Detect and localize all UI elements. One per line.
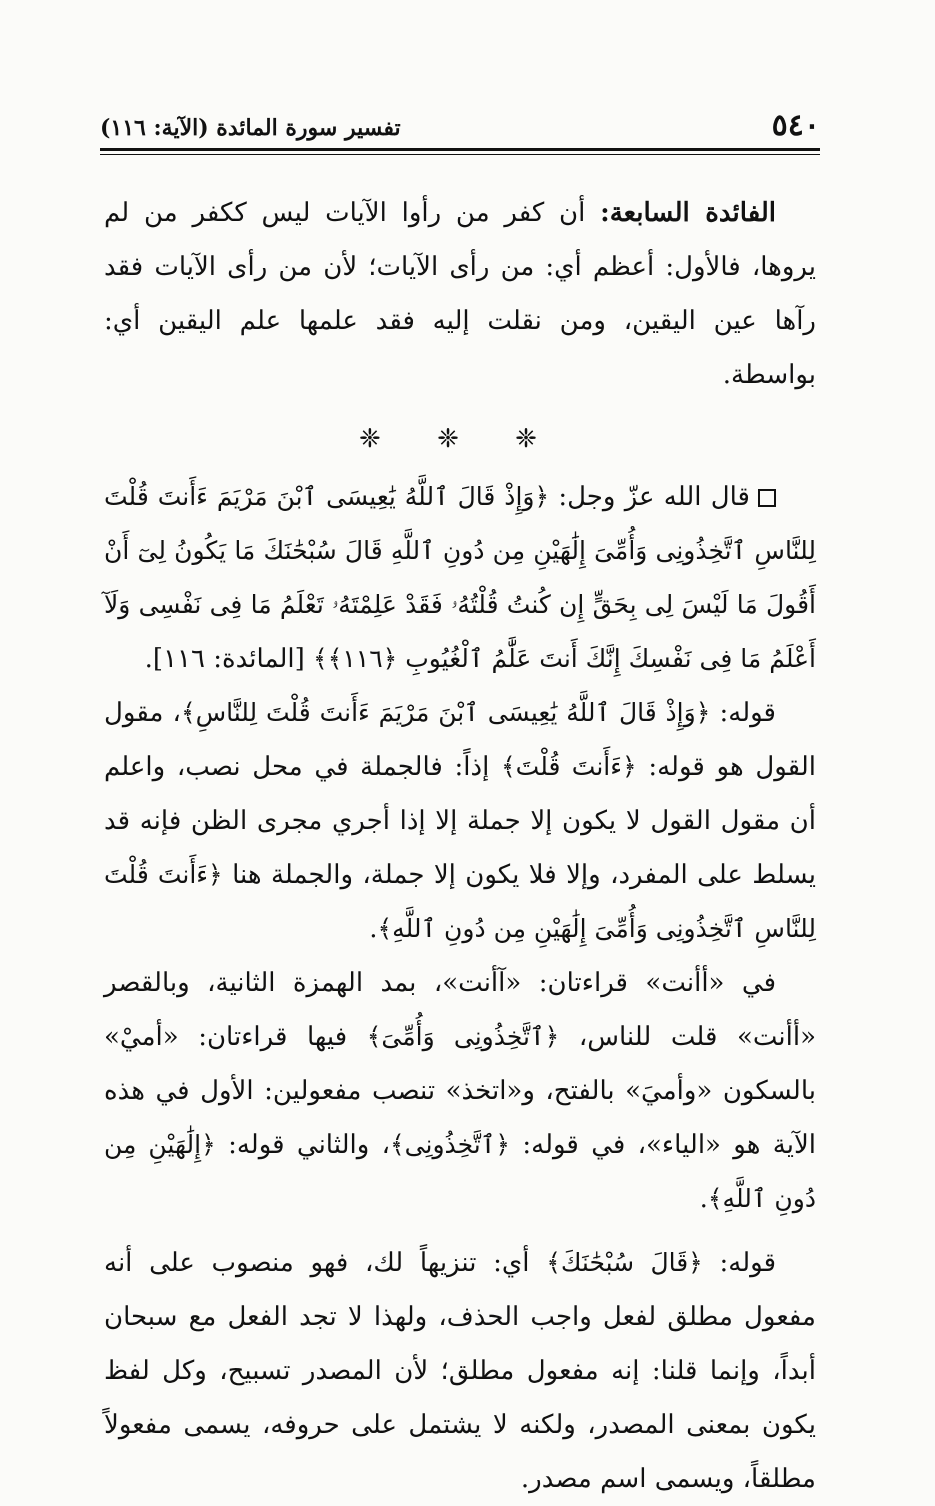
verse-text: ﴿وَإِذْ قَالَ ٱللَّهُ يَٰعِيسَى ٱبْنَ مَرْيَمَ ءَأَنتَ قُلْتَ لِلنَّاسِ ٱتَّخِذُونِى وَأُمِّىَ إِلَٰهَيْنِ مِن دُونِ ٱللَّهِ قَالَ سُبْحَٰنَكَ مَا يَكُونُ لِىٓ أَنْ أَقُولَ مَا لَيْسَ لِى بِحَقٍّ إِن كُنتُ قُلْتُهُۥ فَقَدْ عَلِمْتَهُۥ تَعْلَمُ مَا فِى نَفْسِى وَلَآ أَعْلَمُ مَا فِى نَفْسِكَ إِنَّكَ أَنتَ عَلَّٰمُ ٱلْغُيُوبِ ﴿١١٦﴾﴾ bbox=[104, 482, 816, 673]
paragraph-verse bbox=[104, 470, 816, 686]
quran-quote: ﴿ٱتَّخِذُونِى وَأُمِّىَ﴾ bbox=[366, 1022, 560, 1051]
quran-quote: ﴿ءَأَنتَ قُلْتَ﴾ bbox=[501, 752, 637, 781]
body-text bbox=[104, 186, 816, 1506]
text-run: قوله: bbox=[702, 1248, 776, 1278]
text-run: ، مقول القول هو قوله: bbox=[104, 698, 816, 782]
text-run: أي: تنزيهاً لك، فهو منصوب على أنه مفعول مطلق لفعل واجب الحذف، ولهذا لا تجد الفعل مع سبحان أبداً، وإنما قلنا: إنه مفعول مطلق؛ لأن المصدر تسبيح، وكل لفظ يكون بمعنى المصدر، ولكنه لا يشتمل على حروفه، يسمى مفعولاً مطلقاً، ويسمى اسم مصدر. bbox=[104, 1248, 816, 1494]
paragraph-commentary-3 bbox=[104, 1236, 816, 1506]
paragraph-commentary-2 bbox=[104, 956, 816, 1226]
section-ornaments: ❈ ❈ ❈ bbox=[359, 424, 561, 454]
benefit-text: أن كفر من رأوا الآيات ليس ككفر من لم يروها، فالأول: أعظم أي: من رأى الآيات؛ لأن من رأى الآيات فقد رآها عين اليقين، ومن نقلت إليه فقد علمها علم اليقين أي: بواسطة. bbox=[104, 198, 816, 390]
verse-intro: قال الله عزّ وجل: bbox=[549, 482, 750, 512]
running-title: تفسير سورة المائدة (الآية: ١١٦) bbox=[100, 115, 401, 141]
benefit-label: الفائدة السابعة: bbox=[600, 198, 776, 228]
header-rule-thick bbox=[100, 148, 820, 151]
text-run: . bbox=[369, 914, 378, 944]
page-header bbox=[100, 108, 820, 148]
text-run: في «أأنت» قراءتان: «آأنت»، بمد الهمزة الثانية، وبالقصر «أأنت» قلت للناس، bbox=[104, 968, 816, 1052]
page-number: ٥٤٠ bbox=[771, 108, 820, 143]
paragraph-gap bbox=[104, 1226, 816, 1236]
square-bullet-icon bbox=[758, 489, 776, 507]
text-run: فيها قراءتان: «أميْ» بالسكون «وأميَ» بالفتح، و«اتخذ» تنصب مفعولين: الأول في هذه الآية هو «الياء»، في قوله: bbox=[104, 1022, 816, 1160]
quran-quote: ﴿إِلَٰهَيْنِ مِن دُونِ ٱللَّهِ﴾ bbox=[104, 1130, 816, 1213]
text-run: ، والثاني قوله: bbox=[215, 1130, 390, 1160]
quran-quote: ﴿ٱتَّخِذُونِى﴾ bbox=[390, 1130, 511, 1159]
quran-quote: ﴿قَالَ سُبْحَٰنَكَ﴾ bbox=[546, 1248, 703, 1277]
text-run: قوله: bbox=[710, 698, 776, 728]
paragraph-commentary-1 bbox=[104, 686, 816, 956]
header-rule-thin bbox=[100, 154, 820, 155]
text-run: إذاً: فالجملة في محل نصب، واعلم أن مقول القول لا يكون إلا جملة إلا إذا أجري مجرى الظن فإنه قد يسلط على المفرد، وإلا فلا يكون إلا جملة، والجملة هنا bbox=[104, 752, 817, 890]
paragraph-seventh-benefit bbox=[104, 186, 816, 402]
quran-quote: ﴿ءَأَنتَ قُلْتَ لِلنَّاسِ ٱتَّخِذُونِى وَأُمِّىَ إِلَٰهَيْنِ مِن دُونِ ٱللَّهِ﴾ bbox=[104, 860, 816, 943]
quran-quote: ﴿وَإِذْ قَالَ ٱللَّهُ يَٰعِيسَى ٱبْنَ مَرْيَمَ ءَأَنتَ قُلْتَ لِلنَّاسِ﴾ bbox=[180, 698, 711, 727]
verse-reference: [المائدة: ١١٦]. bbox=[144, 644, 314, 674]
text-run: . bbox=[699, 1184, 708, 1214]
